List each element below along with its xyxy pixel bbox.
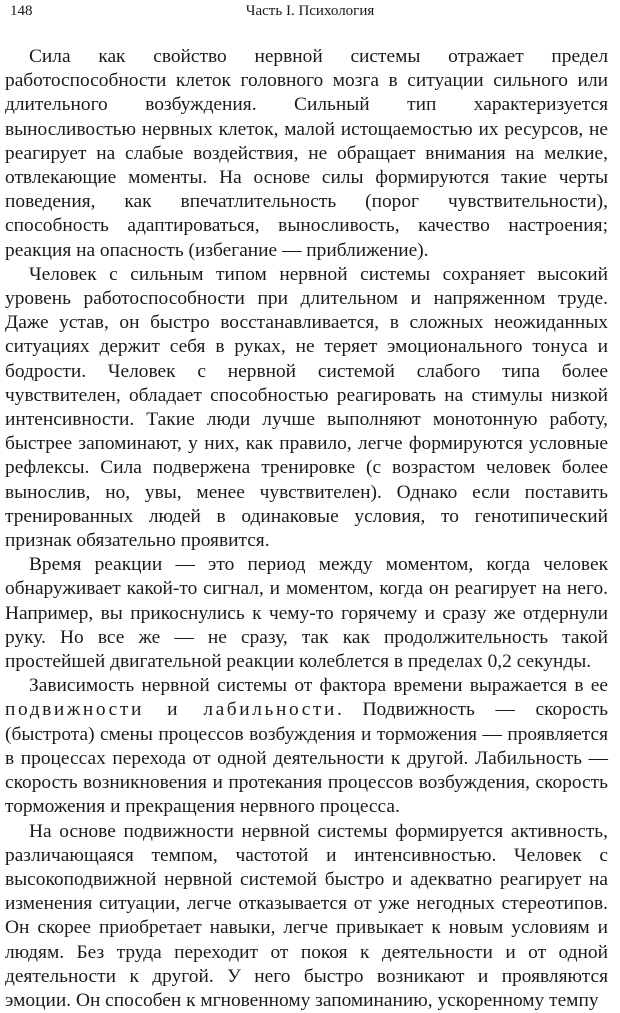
page-header [10,0,610,26]
paragraph-strong-type: Человек с сильным типом нервной системы сохраняет высокий уровень работоспособности при длительном и напряженном труде. Даже устав, он быстро восстанавливается, в сложных неожиданных ситуациях держит себя в руках, не теряет эмоционального тонуса и бодрости. Человек с нервной системой слабого типа более чувствителен, обладает способностью реагировать на стимулы низкой интенсивности. Такие люди лучше выполняют монотонную работу, быстрее запоминают, у них, как правило, легче формируются условные рефлексы. Сила подвержена тренировке (с возрастом человек более вынослив, но, увы, менее чувствителен). Однако если поставить тренированных людей в одинаковые условия, то генотипический признак обязательно проявится. [5,263,608,553]
paragraph-strength: Сила как свойство нервной системы отражает предел работоспособности клеток головного мозга в ситуации сильного или длительного возбуждения. Сильный тип характеризуется выносливостью нервных клеток, малой истощаемостью их ресурсов, не реагирует на слабые воздействия, не обращает внимания на мелкие, отвлекающие моменты. На основе силы формируются такие черты поведения, как впечатлительность (порог чувствительности), способность адаптироваться, выносливость, качество настроения; реакция на опасность (избегание — приближение). [5,45,608,263]
body-text [5,45,608,1013]
paragraph-mobility-lability [5,674,608,819]
paragraph-activity: На основе подвижности нервной системы формируется активность, различающаяся темпом, частотой и интенсивностью. Человек с высокоподвижной нервной системой быстро и адекватно реагирует на изменения ситуации, легче отказывается от уже негодных стереотипов. Он скорее приобретает навыки, легче привыкает к новым условиям и людям. Без труда переходит от покоя к деятельности и от одной деятельности к другой. У него быстро возникают и проявляются эмоции. Он способен к мгновенному запоминанию, ускоренному темпу [5,820,608,1013]
spaced-emphasis-term: подвижности и лабильности [5,699,337,720]
paragraph-mobility-rest: . Подвижность — скорость (быстрота) смены процессов возбуждения и торможения — проявляется в процессах перехода от одной деятельности к другой. Лабильность — скорость возникновения и протекания процессов возбуждения, скорость торможения и прекращения нервного процесса. [5,699,608,817]
page-number: 148 [10,0,33,22]
paragraph-mobility-intro: Зависимость нервной системы от фактора времени выражается в ее [29,675,608,696]
paragraph-reaction-time: Время реакции — это период между моментом, когда человек обнаруживает какой-то сигнал, и моментом, когда он реагирует на него. Например, вы прикоснулись к чему-то горячему и сразу же отдернули руку. Но все же — не сразу, так как продолжительность такой простейшей двигательной реакции колеблется в пределах 0,2 секунды. [5,553,608,674]
running-title: Часть I. Психология [10,0,610,22]
